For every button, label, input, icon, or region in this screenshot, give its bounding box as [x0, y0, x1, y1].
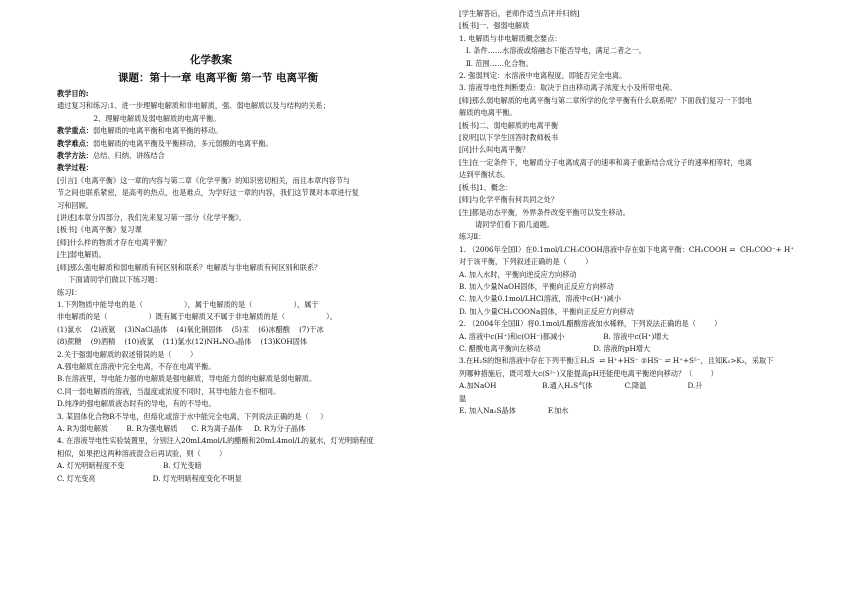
text-line	[57, 224, 417, 236]
text-line	[57, 386, 417, 398]
line-text: 解质的电离平衡。	[459, 108, 517, 118]
line-text: 通过复习和练习:1、进一步理解电解质和非电解质，强、弱电解质以及与结构的关系；	[57, 101, 330, 111]
line-text: (8)蔗糖 (9)酒精 (10)液氯 (11)氯水(12)NH₄NO₃晶体 (13)KOH固体	[57, 337, 308, 347]
line-text: [板书]1、概念：	[459, 182, 513, 192]
line-text: 弱电解质的电离平衡和电离平衡的移动。	[92, 126, 223, 136]
line-text: 对于该平衡，下列叙述正确的是（ ）	[459, 257, 593, 267]
text-line	[57, 100, 417, 112]
text-line	[57, 212, 417, 224]
text-line	[57, 398, 417, 410]
line-text: 3.在H₂S的饱和溶液中存在下列平衡①H₂S ⇌ H⁺+HS⁻ ②HS⁻ ⇌ H⁺+S²⁻，且知K₁>K₂，采取下	[459, 356, 774, 366]
text-line	[459, 355, 819, 367]
line-text: [讲述]本章分四部分，我们先来复习第一部分《化学平衡》。	[57, 213, 246, 223]
text-line	[57, 249, 417, 261]
line-text: [生]弱电解质。	[57, 250, 106, 260]
text-line	[57, 138, 417, 150]
line-text: [师]那么弱电解质的电离平衡与第二章所学的化学平衡有什么联系呢？下面我们复习一下弱电	[459, 95, 753, 105]
text-line	[57, 373, 417, 385]
text-line	[459, 331, 819, 343]
line-text: C. 灯光变亮 D. 灯光明暗程度变化不明显	[57, 473, 242, 483]
text-line	[459, 393, 819, 405]
text-line	[459, 95, 819, 107]
text-line	[459, 256, 819, 268]
text-line	[459, 405, 819, 417]
line-text: 相似，如果把这两种溶液混合后再试验，则（ ）	[57, 448, 227, 458]
line-text: 2.关于强弱电解质的叙述错误的是（ ）	[57, 349, 198, 359]
line-text: 习和回顾。	[57, 200, 93, 210]
lesson-subtitle: 课题：第十一章 电离平衡 第一节 电离平衡	[118, 72, 318, 84]
line-text: 1.下列物质中能导电的是（ ），属于电解质的是（ ），属于	[57, 299, 319, 309]
text-line	[57, 175, 417, 187]
text-line	[459, 157, 819, 169]
text-line	[459, 306, 819, 318]
text-line	[57, 435, 417, 447]
line-text: Ⅰ. 条件……水溶液或熔融态下能否导电，满足二者之一。	[459, 46, 646, 56]
text-line	[459, 120, 819, 132]
text-line	[57, 88, 417, 100]
line-text: 列哪种措施后，既可增大c(S²⁻)又能提高pH还能使电离平衡逆向移动？（ ）	[459, 368, 718, 378]
text-line	[57, 162, 417, 174]
line-text: 2. （2004年全国Ⅱ）将0.1mol/L醋酸溶液加水稀释，下列说法正确的是（ ）	[459, 319, 722, 329]
line-text: Ⅱ. 范围……化合物。	[459, 58, 533, 68]
text-line	[459, 207, 819, 219]
text-line	[57, 150, 417, 162]
right-column	[459, 8, 819, 417]
line-text: D. 加入少量CH₃COONa固体，平衡向正反应方向移动	[459, 306, 634, 316]
line-text: 温	[459, 393, 467, 403]
text-line	[459, 8, 819, 20]
text-line	[459, 318, 819, 330]
text-line	[57, 187, 417, 199]
line-text: [学生解答后，老师作适当点评并归纳]	[459, 9, 580, 18]
text-line	[57, 311, 417, 323]
page-title: 化学教案	[190, 54, 232, 66]
section-label: 教学方法：	[57, 151, 93, 161]
text-line	[459, 132, 819, 144]
text-line	[459, 269, 819, 281]
line-text: 总结、归纳、讲练结合	[92, 151, 165, 161]
line-text: [问]什么叫电离平衡？	[459, 145, 530, 155]
text-line	[57, 349, 417, 361]
line-text: C. 醋酸电离平衡向左移动 D. 溶液的pH增大	[459, 343, 651, 353]
text-line	[57, 113, 417, 125]
line-text: [师]与化学平衡有何共同之处？	[459, 195, 559, 205]
text-line	[459, 343, 819, 355]
text-line	[459, 169, 819, 181]
line-text: [引言]《电离平衡》这一章的内容与第二章《化学平衡》的知识密切相关，而且本章内容节与	[57, 175, 351, 185]
text-line	[57, 274, 417, 286]
line-text: 请同学们看下面几道题。	[459, 219, 555, 229]
line-text: [说明]以下学生回答时教师板书	[459, 133, 559, 143]
line-text: 非电解质的是（ ）既有属于电解质又不属于非电解质的是（ ）。	[57, 312, 337, 322]
text-line	[459, 380, 819, 392]
line-text: [师]那么强电解质和弱电解质有何区别和联系？电解质与非电解质有何区别和联系？	[57, 262, 322, 272]
text-line	[459, 281, 819, 293]
line-text: A.加NaOH B.通入H₂S气体 C.降温 D.升	[459, 381, 703, 391]
line-text: [板书]《电离平衡》复习课	[57, 225, 142, 235]
text-line	[459, 219, 819, 231]
line-text: B.在溶液里，导电能力强的电解质是强电解质，导电能力弱的电解质是弱电解质。	[57, 374, 317, 384]
text-line	[459, 244, 819, 256]
line-text: [板书]二、弱电解质的电离平衡	[459, 120, 559, 130]
text-line	[57, 336, 417, 348]
text-line	[57, 361, 417, 373]
line-text: B. 加入少量NaOH固体，平衡向正反应方向移动	[459, 281, 614, 291]
text-line	[459, 182, 819, 194]
line-text: C. 加入少量0.1mol/LHCl溶液，溶液中c(H⁺)减小	[459, 294, 621, 304]
line-text: [生]都是动态平衡，外界条件改变平衡可以发生移动。	[459, 207, 630, 217]
line-text: 1. 电解质与非电解质概念要点：	[459, 33, 562, 43]
text-line	[57, 287, 417, 299]
text-line	[459, 33, 819, 45]
line-text: A. R为弱电解质 B. R为强电解质 C. R为离子晶体 D. R为分子晶体	[57, 423, 306, 433]
line-text: 2. 强弱判定：水溶液中电离程度，即能否完全电离。	[459, 71, 627, 81]
text-line	[57, 448, 417, 460]
line-text: [生]在一定条件下，电解质分子电离成离子的速率和离子重新结合成分子的速率相等时，电离	[459, 157, 753, 167]
text-line	[57, 460, 417, 472]
line-text: 节之间也联系紧密，是高考的热点，也是难点，为学好这一章的内容，我们这节课对本章进行复	[57, 188, 359, 198]
text-line	[459, 293, 819, 305]
text-line	[459, 231, 819, 243]
text-line	[459, 45, 819, 57]
line-text: 练习Ⅱ：	[459, 232, 486, 242]
text-line	[57, 237, 417, 249]
line-text: 下面请同学们做以下练习题：	[57, 275, 162, 285]
line-text: 达到平衡状态。	[459, 170, 510, 180]
text-line	[57, 324, 417, 336]
section-label: 教学目的:	[57, 89, 89, 98]
text-line	[57, 299, 417, 311]
line-text: A. 溶液中c(H⁺)和c(OH⁻)都减小 B. 溶液中c(H⁺)增大	[459, 331, 669, 341]
line-text: 练习Ⅰ：	[57, 287, 82, 297]
text-line	[459, 194, 819, 206]
text-line	[459, 58, 819, 70]
text-line	[459, 107, 819, 119]
section-label: 教学过程：	[57, 163, 93, 173]
line-text: D.纯净的强电解质液态时有的导电，有的不导电。	[57, 399, 216, 409]
line-text: C.同一弱电解质的溶液，当温度或浓度不同时，其导电能力也不相同。	[57, 386, 281, 396]
line-text: 4. 在溶液导电性实验装置里，分别注入20mL4mol/L的醋酸和20mL4mol/L的氨水，灯光明暗程度	[57, 436, 374, 446]
line-text: A. 加入水时，平衡向逆反应方向移动	[459, 269, 577, 279]
line-text: (1)氯水 (2)液氨 (3)NaCl晶体 (4)氧化铜固体 (5)汞 (6)冰醋酸 (7)干冰	[57, 324, 324, 334]
text-line	[459, 82, 819, 94]
text-line	[57, 262, 417, 274]
text-line	[459, 20, 819, 32]
line-text: A. 灯光明暗程度不变 B. 灯光变暗	[57, 461, 202, 471]
text-line	[459, 144, 819, 156]
line-text: 3. 某固体化合物R不导电，但熔化或溶于水中能完全电离，下列说法正确的是（ ）	[57, 411, 328, 421]
line-text: A.强电解质在溶液中完全电离，不存在电离平衡。	[57, 361, 216, 371]
text-line	[57, 423, 417, 435]
left-column	[57, 88, 417, 485]
text-line	[459, 70, 819, 82]
section-label: 教学难点：	[57, 138, 93, 148]
line-text: [师]什么样的物质才存在电离平衡？	[57, 237, 171, 247]
line-text: 弱电解质的电离平衡及平衡移动，多元弱酸的电离平衡。	[92, 138, 273, 148]
line-text: 3. 溶液导电性判断要点：取决于自由移动离子浓度大小及所带电荷。	[459, 83, 677, 93]
line-text: 1. （2006年全国Ⅰ）在0.1mol/LCH₃COOH溶液中存在如下电离平衡：CH₃COOH ⇌ CH₃COO⁻+ H⁺	[459, 244, 795, 254]
section-label: 教学重点：	[57, 126, 93, 136]
line-text: 2、理解电解质及弱电解质的电离平衡。	[57, 113, 221, 123]
line-text: [板书]一、强弱电解质	[459, 21, 530, 31]
text-line	[57, 125, 417, 137]
text-line	[57, 411, 417, 423]
text-line	[57, 200, 417, 212]
line-text: E. 加入Na₂S晶体 F.加水	[459, 406, 569, 415]
text-line	[57, 473, 417, 485]
text-line	[459, 368, 819, 380]
